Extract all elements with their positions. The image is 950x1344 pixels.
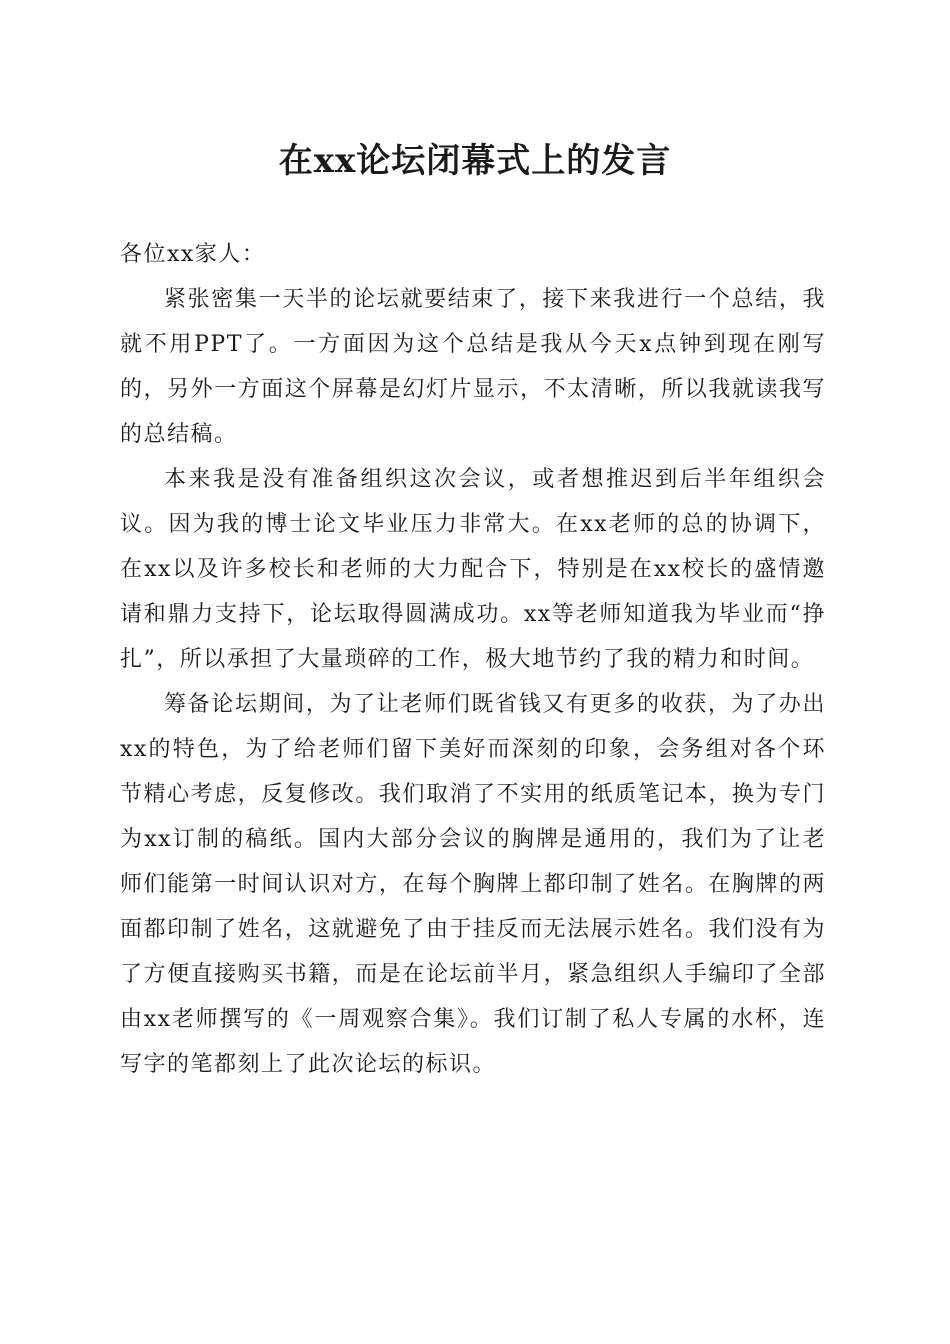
document-body bbox=[120, 232, 826, 1087]
salutation: 各位xx家人： bbox=[120, 242, 266, 267]
paragraph-2: 本来我是没有准备组织这次会议，或者想推迟到后半年组织会议。因为我的博士论文毕业压力非常大。在xx老师的总的协调下，在xx以及许多校长和老师的大力配合下，特别是在xx校长的盛情邀请和鼎力支持下，论坛取得圆满成功。xx等老师知道我为毕业而“挣扎”，所以承担了大量琐碎的工作，极大地节约了我的精力和时间。 bbox=[120, 467, 826, 672]
paragraph-1: 紧张密集一天半的论坛就要结束了，接下来我进行一个总结，我就不用PPT了。一方面因为这个总结是我从今天x点钟到现在刚写的，另外一方面这个屏幕是幻灯片显示，不太清晰，所以我就读我写的总结稿。 bbox=[120, 287, 826, 447]
document-title: 在xx论坛闭幕式上的发言 bbox=[278, 141, 672, 181]
paragraph-3: 筹备论坛期间，为了让老师们既省钱又有更多的收获，为了办出xx的特色，为了给老师们留下美好而深刻的印象，会务组对各个环节精心考虑，反复修改。我们取消了不实用的纸质笔记本，换为专门为xx订制的稿纸。国内大部分会议的胸牌是通用的，我们为了让老师们能第一时间认识对方，在每个胸牌上都印制了姓名。在胸牌的两面都印制了姓名，这就避免了由于挂反而无法展示姓名。我们没有为了方便直接购买书籍，而是在论坛前半月，紧急组织人手编印了全部由xx老师撰写的《一周观察合集》。我们订制了私人专属的水杯，连写字的笔都刻上了此次论坛的标识。 bbox=[120, 692, 826, 1077]
